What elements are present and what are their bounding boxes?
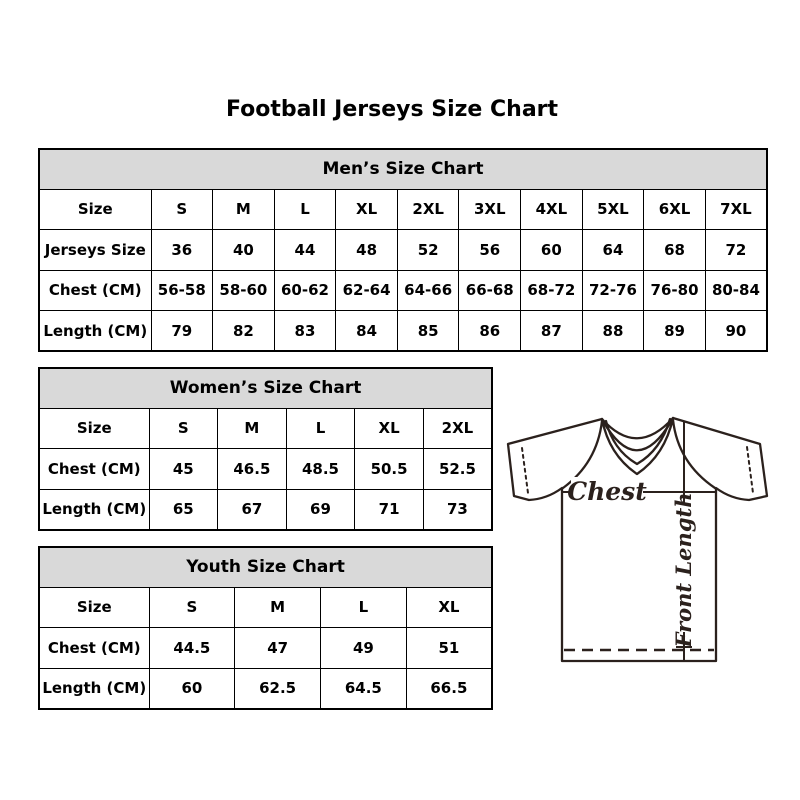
- value-cell: M: [213, 189, 275, 230]
- value-cell: 48: [336, 230, 398, 271]
- row-label-cell: Length (CM): [39, 668, 149, 709]
- row-label-cell: Size: [39, 408, 149, 449]
- value-cell: 66-68: [459, 270, 521, 311]
- row-label-cell: Chest (CM): [39, 628, 149, 669]
- womens-size-chart-table: [38, 367, 493, 531]
- jersey-measurement-diagram: [502, 400, 774, 668]
- value-cell: S: [149, 408, 218, 449]
- table-row: [39, 230, 767, 271]
- value-cell: 68: [644, 230, 706, 271]
- value-cell: 79: [151, 311, 213, 352]
- value-cell: XL: [336, 189, 398, 230]
- value-cell: 66.5: [406, 668, 492, 709]
- value-cell: 62-64: [336, 270, 398, 311]
- value-cell: 5XL: [582, 189, 644, 230]
- value-cell: 72: [705, 230, 767, 271]
- value-cell: 60: [149, 668, 235, 709]
- value-cell: XL: [406, 587, 492, 628]
- value-cell: 73: [423, 489, 492, 530]
- value-cell: 60: [521, 230, 583, 271]
- row-label-cell: Length (CM): [39, 311, 151, 352]
- jersey-diagram-svg: [502, 400, 774, 668]
- table-row: [39, 668, 492, 709]
- value-cell: 69: [286, 489, 355, 530]
- table-title: Men’s Size Chart: [39, 149, 767, 189]
- value-cell: 64: [582, 230, 644, 271]
- page-title: Football Jerseys Size Chart: [225, 97, 559, 122]
- value-cell: 2XL: [423, 408, 492, 449]
- table-row: [39, 408, 492, 449]
- value-cell: 72-76: [582, 270, 644, 311]
- value-cell: 46.5: [218, 449, 287, 490]
- value-cell: 88: [582, 311, 644, 352]
- value-cell: 52.5: [423, 449, 492, 490]
- table-title-row: [39, 368, 492, 408]
- value-cell: 64-66: [397, 270, 459, 311]
- value-cell: 47: [235, 628, 321, 669]
- value-cell: 7XL: [705, 189, 767, 230]
- value-cell: 67: [218, 489, 287, 530]
- value-cell: 89: [644, 311, 706, 352]
- front-length-label: Front Length: [671, 492, 696, 648]
- row-label-cell: Size: [39, 587, 149, 628]
- collar-v-outer: [602, 418, 673, 474]
- value-cell: L: [286, 408, 355, 449]
- value-cell: L: [274, 189, 336, 230]
- value-cell: 60-62: [274, 270, 336, 311]
- value-cell: 83: [274, 311, 336, 352]
- value-cell: 76-80: [644, 270, 706, 311]
- row-label-cell: Size: [39, 189, 151, 230]
- left-cuff-dashed-line: [522, 448, 528, 493]
- table-row: [39, 311, 767, 352]
- table-title-row: [39, 149, 767, 189]
- value-cell: 36: [151, 230, 213, 271]
- value-cell: XL: [355, 408, 424, 449]
- value-cell: S: [151, 189, 213, 230]
- value-cell: 40: [213, 230, 275, 271]
- value-cell: 86: [459, 311, 521, 352]
- value-cell: 80-84: [705, 270, 767, 311]
- value-cell: 45: [149, 449, 218, 490]
- chest-label: Chest: [567, 477, 647, 506]
- mens-size-chart-table: [38, 148, 768, 352]
- value-cell: 2XL: [397, 189, 459, 230]
- value-cell: M: [218, 408, 287, 449]
- row-label-cell: Chest (CM): [39, 270, 151, 311]
- table-title: Youth Size Chart: [39, 547, 492, 587]
- value-cell: 50.5: [355, 449, 424, 490]
- table-row: [39, 489, 492, 530]
- value-cell: 49: [321, 628, 407, 669]
- jersey-outline: [508, 418, 767, 661]
- value-cell: 85: [397, 311, 459, 352]
- value-cell: 44: [274, 230, 336, 271]
- value-cell: 65: [149, 489, 218, 530]
- collar-v-inner: [606, 419, 670, 464]
- table-row: [39, 270, 767, 311]
- row-label-cell: Jerseys Size: [39, 230, 151, 271]
- value-cell: L: [321, 587, 407, 628]
- value-cell: M: [235, 587, 321, 628]
- value-cell: 6XL: [644, 189, 706, 230]
- value-cell: 62.5: [235, 668, 321, 709]
- value-cell: 82: [213, 311, 275, 352]
- value-cell: 84: [336, 311, 398, 352]
- value-cell: 44.5: [149, 628, 235, 669]
- table-row: [39, 449, 492, 490]
- value-cell: 48.5: [286, 449, 355, 490]
- value-cell: 64.5: [321, 668, 407, 709]
- table-row: [39, 587, 492, 628]
- table-title-row: [39, 547, 492, 587]
- right-sleeve-seam: [673, 420, 715, 488]
- table-row: [39, 189, 767, 230]
- value-cell: 56-58: [151, 270, 213, 311]
- row-label-cell: Length (CM): [39, 489, 149, 530]
- table-title: Women’s Size Chart: [39, 368, 492, 408]
- value-cell: 87: [521, 311, 583, 352]
- youth-size-chart-table: [38, 546, 493, 710]
- value-cell: 58-60: [213, 270, 275, 311]
- value-cell: 90: [705, 311, 767, 352]
- table-row: [39, 628, 492, 669]
- value-cell: 68-72: [521, 270, 583, 311]
- value-cell: S: [149, 587, 235, 628]
- value-cell: 56: [459, 230, 521, 271]
- value-cell: 52: [397, 230, 459, 271]
- row-label-cell: Chest (CM): [39, 449, 149, 490]
- value-cell: 3XL: [459, 189, 521, 230]
- right-cuff-dashed-line: [747, 447, 753, 493]
- value-cell: 51: [406, 628, 492, 669]
- value-cell: 4XL: [521, 189, 583, 230]
- value-cell: 71: [355, 489, 424, 530]
